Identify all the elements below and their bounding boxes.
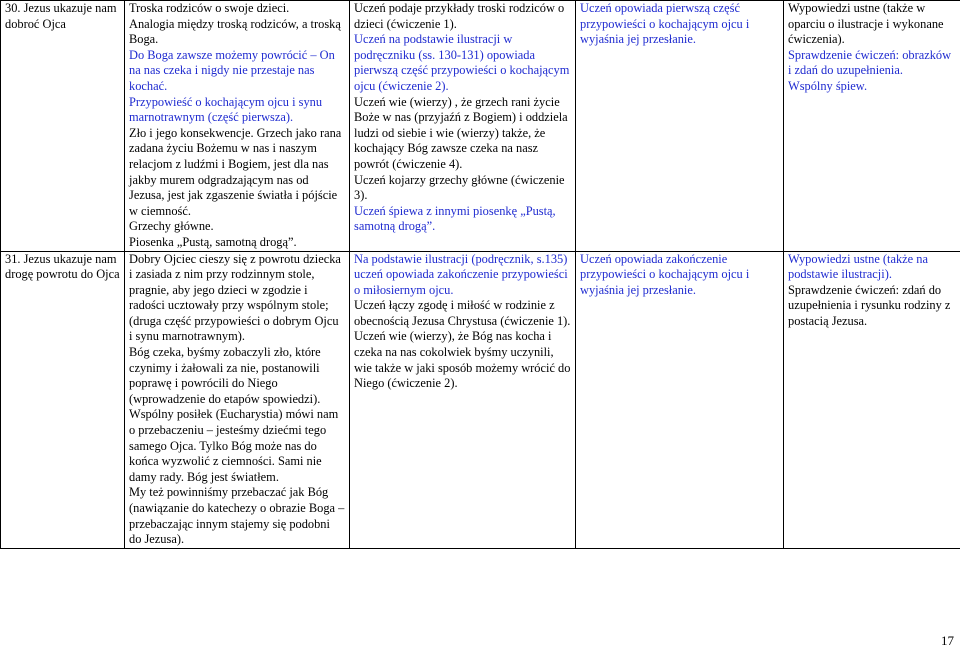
cell-paragraph: Uczeń opowiada zakończenie przypowieści o kochającym ojcu i wyjaśnia jej przesłanie. — [580, 251, 750, 297]
cell-paragraph: Uczeń kojarzy grzechy główne (ćwiczenie 3). — [354, 172, 565, 203]
page-number: 17 — [941, 633, 954, 648]
cell-paragraph: Sprawdzenie ćwiczeń: obrazków i zdań do uzupełnienia. — [788, 47, 952, 78]
method-cell — [576, 251, 784, 548]
cell-paragraph: My też powinniśmy przebaczać jak Bóg (nawiązanie do katechezy o obrazie Boga – przebaczając innym stajemy się podobni do Jezusa). — [129, 485, 345, 547]
content-cell — [125, 251, 350, 548]
cell-paragraph: Wypowiedzi ustne (także w oparciu o ilustracje i wykonane ćwiczenia). — [788, 1, 944, 47]
cell-paragraph: Piosenka „Pustą, samotną drogą”. — [129, 234, 297, 249]
cell-paragraph: Wspólny posiłek (Eucharystia) mówi nam o przebaczeniu – jesteśmy dziećmi tego samego Ojca. Tylko Bóg może nas do końca wyzwolić z ciemności. Sami nie damy rady. Bóg jest światłem. — [129, 407, 339, 484]
topic-cell — [1, 251, 125, 548]
assessment-cell — [784, 251, 960, 548]
cell-paragraph: Analogia między troską rodziców, a troską Boga. — [129, 16, 341, 47]
cell-paragraph: Troska rodziców o swoje dzieci. — [129, 1, 290, 15]
cell-paragraph: Uczeń podaje przykłady troski rodziców o dzieci (ćwiczenie 1). — [354, 1, 565, 31]
student-achievement-cell — [350, 1, 576, 252]
cell-paragraph: Bóg czeka, byśmy zobaczyli zło, które czynimy i żałowali za nie, postanowili poprawę i powrócili do Niego (wprowadzenie do etapów spowiedzi). — [129, 345, 321, 406]
cell-paragraph: Uczeń opowiada pierwszą część przypowieści o kochającym ojcu i wyjaśnia jej przesłanie. — [580, 1, 750, 47]
topic-cell — [1, 1, 125, 252]
student-achievement-cell — [350, 251, 576, 548]
table-row — [1, 1, 960, 252]
cell-paragraph: Grzechy główne. — [129, 219, 214, 234]
topic-text: 30. Jezus ukazuje nam dobroć Ojca — [5, 1, 117, 31]
cell-paragraph: Do Boga zawsze możemy powrócić – On na nas czeka i nigdy nie przestaje nas kochać. — [129, 47, 335, 93]
cell-paragraph: Wypowiedzi ustne (także na podstawie ilustracji). — [788, 251, 928, 282]
cell-paragraph: Uczeń wie (wierzy), że Bóg nas kocha i czeka na nas cokolwiek byśmy uczynili, wie także w jaki sposób możemy wrócić do Niego (ćwiczenie 2). — [354, 329, 571, 391]
cell-paragraph: Przypowieść o kochającym ojcu i synu marnotrawnym (część pierwsza). — [129, 94, 323, 125]
method-cell — [576, 1, 784, 252]
cell-paragraph: Na podstawie ilustracji (podręcznik, s.135) uczeń opowiada zakończenie przypowieści o miłosiernym ojcu. — [354, 251, 568, 297]
table-row — [1, 251, 960, 548]
cell-paragraph: Sprawdzenie ćwiczeń: zdań do uzupełnienia i rysunku rodziny z postacią Jezusa. — [788, 282, 951, 328]
cell-paragraph: Uczeń śpiewa z innymi piosenkę „Pustą, samotną drogą”. — [354, 203, 556, 234]
cell-paragraph: Dobry Ojciec cieszy się z powrotu dziecka i zasiada z nim przy rodzinnym stole, pragnie, aby jego dzieci w zgodzie i radości ucztowały przy wspólnym stole; (druga część przypowieści o dobrym Ojcu i synu marnotrawnym). — [129, 251, 341, 344]
topic-text: 31. Jezus ukazuje nam drogę powrotu do Ojca — [5, 251, 120, 282]
cell-paragraph: Uczeń na podstawie ilustracji w podręczniku (ss. 130-131) opowiada pierwszą część przypowieści o kochającym ojcu (ćwiczenie 2). — [354, 32, 570, 93]
cell-paragraph: Uczeń łączy zgodę i miłość w rodzinie z obecnością Jezusa Chrystusa (ćwiczenie 1). — [354, 298, 571, 328]
assessment-cell — [784, 1, 960, 252]
cell-paragraph: Uczeń wie (wierzy) , że grzech rani życie Boże w nas (przyjaźń z Bogiem) i oddziela ludzi od siebie i wie (wierzy) także, że kochający Bóg zawsze czeka na nasz powrót (ćwiczenie 4). — [354, 94, 568, 171]
cell-paragraph: Zło i jego konsekwencje. Grzech jako rana zadana życiu Bożemu w nas i naszym relacjom z ludźmi i Bogiem, jest dla nas jakby murem odgradzającym nas od Jezusa, jest jak zgaszenie światła i pójście w ciemność. — [129, 125, 342, 218]
cell-paragraph: Wspólny śpiew. — [788, 78, 868, 93]
content-cell — [125, 1, 350, 252]
